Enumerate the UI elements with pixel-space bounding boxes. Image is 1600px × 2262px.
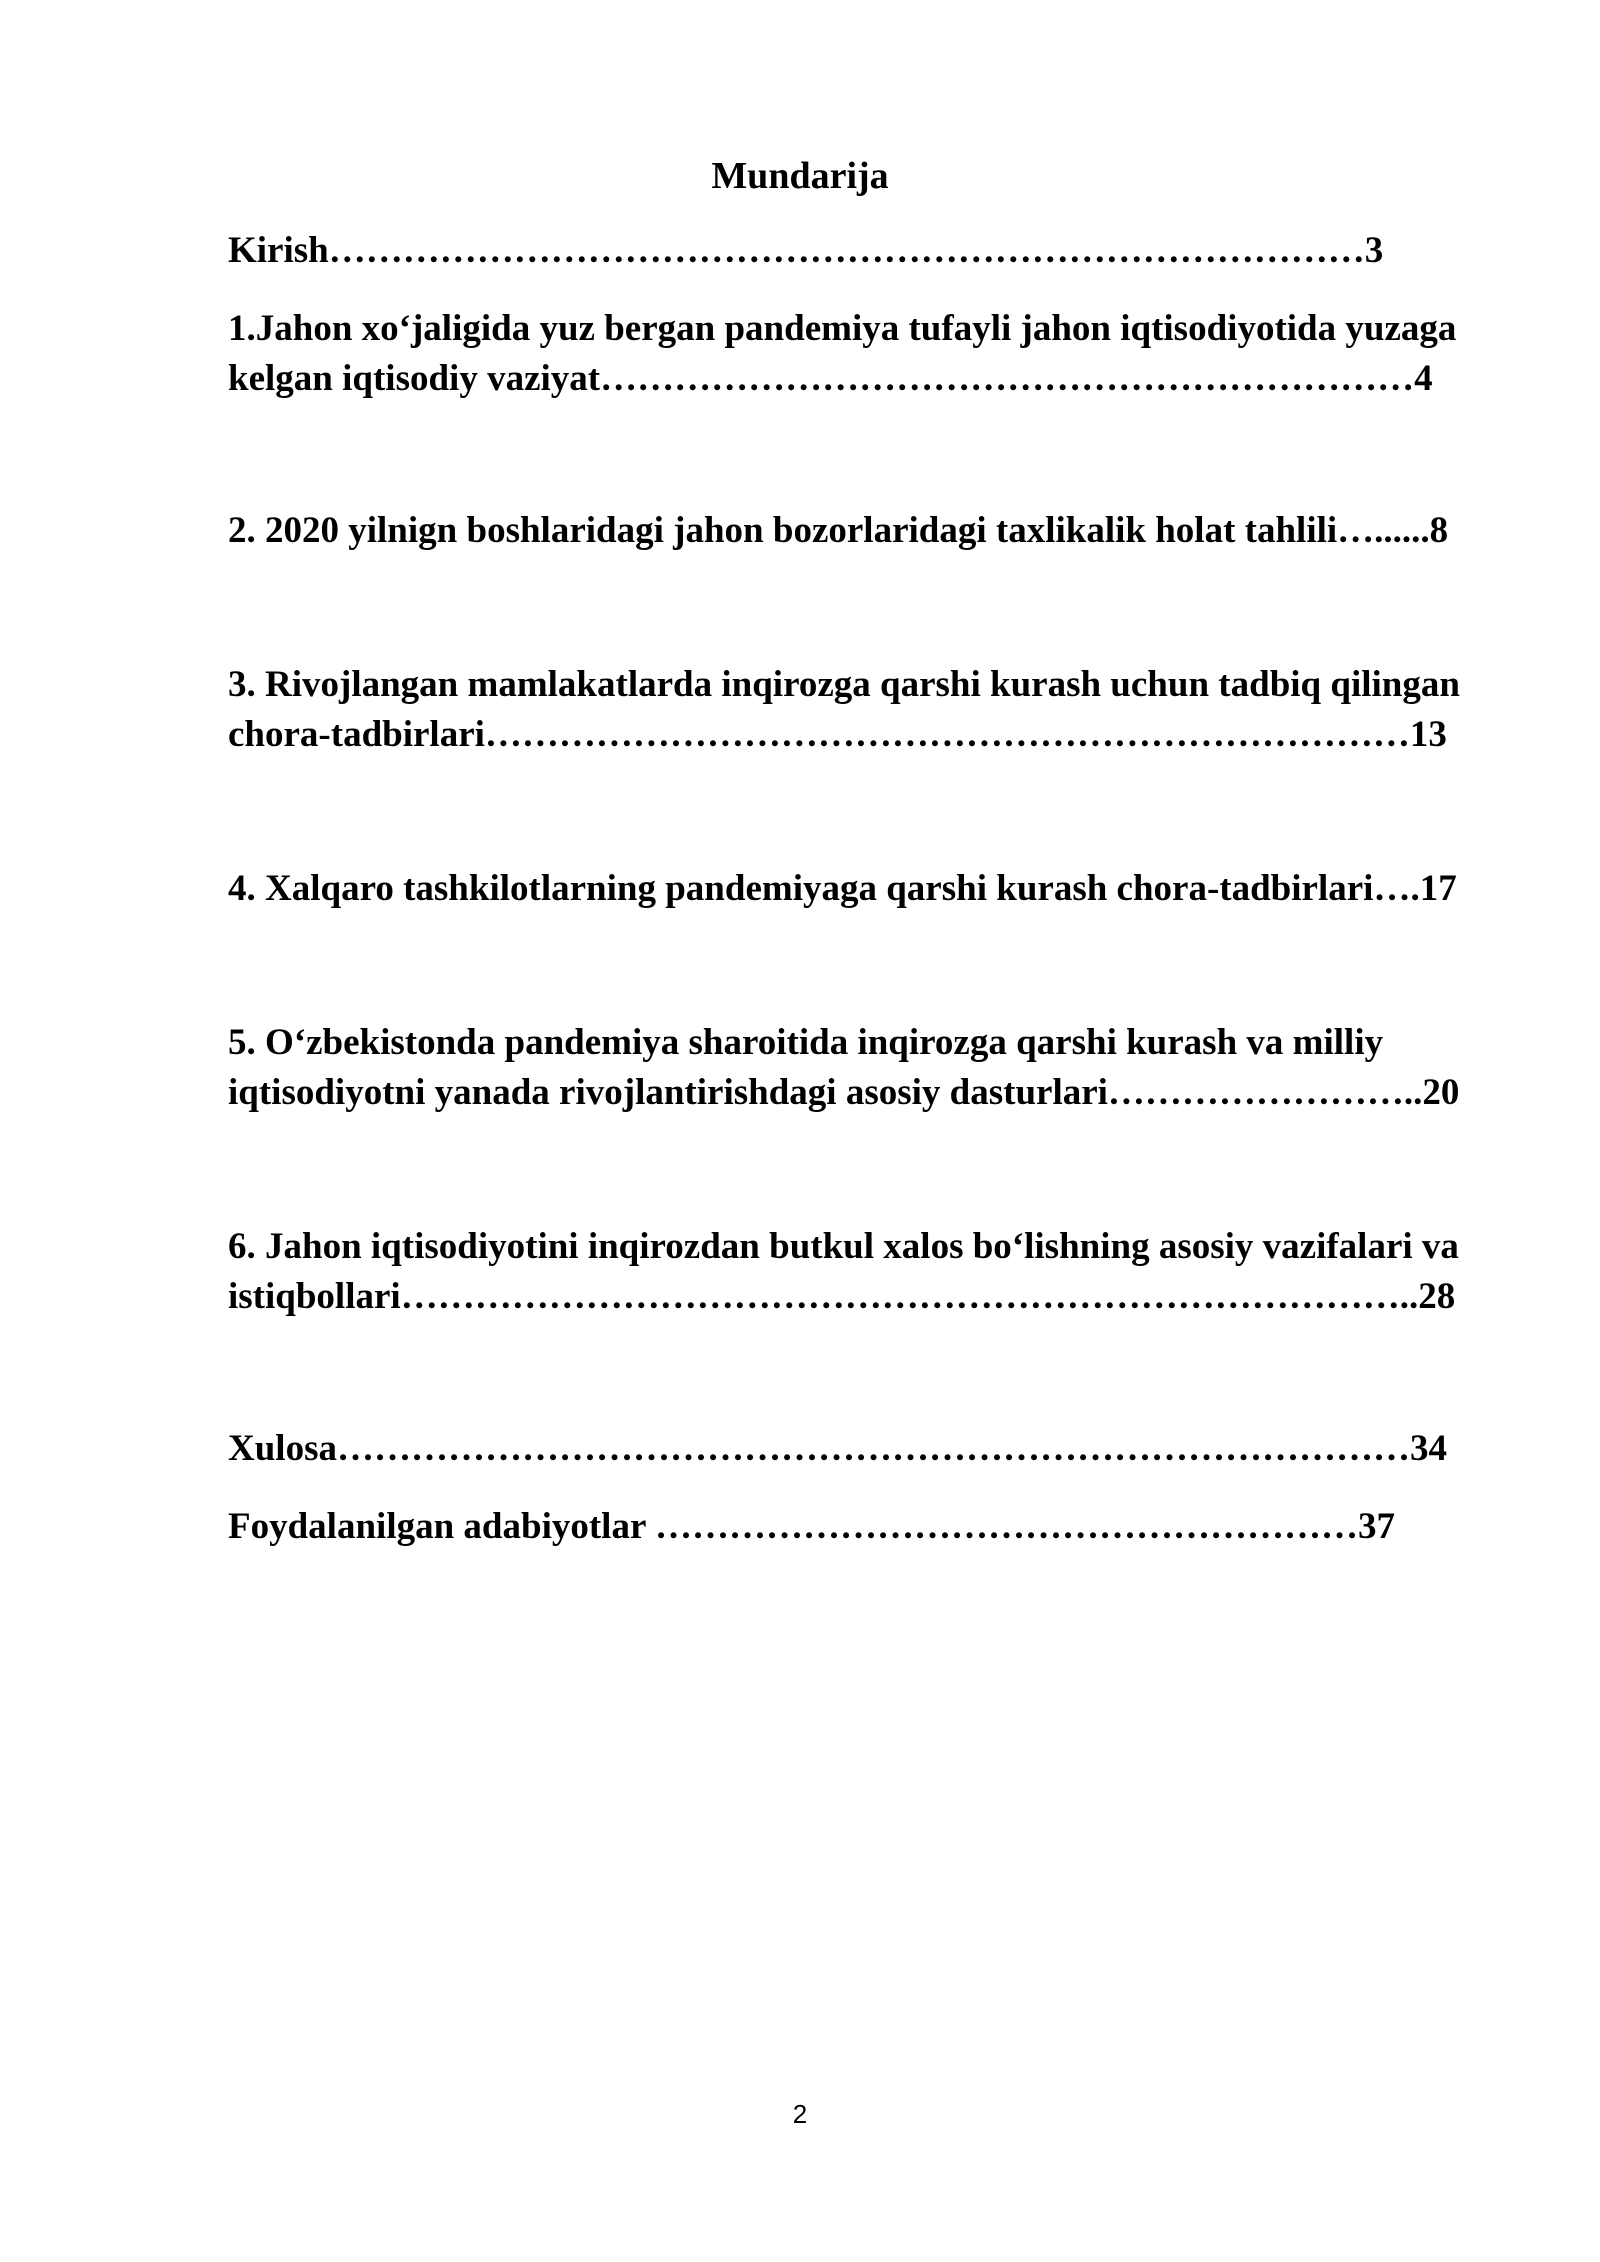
toc-entry-kirish: Kirish…………………………………………………………………………3	[228, 230, 1384, 271]
toc-entry-2: 2. 2020 yilnign boshlaridagi jahon bozorlaridagi taxlikalik holat tahlili…......8	[228, 510, 1449, 551]
toc-entry-1: 1.Jahon xo‘jaligida yuz bergan pandemiya tufayli jahon iqtisodiyotida yuzaga kelgan iqtisodiy vaziyat…………………………………………………………4	[228, 308, 1466, 399]
page-number: 2	[792, 2099, 808, 2129]
toc-entry-xulosa: Xulosa……………………………………………………………………………34	[228, 1428, 1447, 1469]
toc-entry-3: 3. Rivojlangan mamlakatlarda inqirozga qarshi kurash uchun tadbiq qilingan chora-tadbirlari…………………………………………………………………13	[228, 664, 1470, 755]
toc-entry-6: 6. Jahon iqtisodiyotini inqirozdan butkul xalos bo‘lishning asosiy vazifalari va istiqbollari………………………………………………………………………..28	[228, 1226, 1469, 1317]
page-title: Mundarija	[711, 155, 889, 197]
toc-entry-foydalanilgan-adabiyotlar: Foydalanilgan adabiyotlar …………………………………………………37	[228, 1506, 1395, 1547]
toc-entry-5: 5. O‘zbekistonda pandemiya sharoitida inqirozga qarshi kurash va milliy iqtisodiyotni yanada rivojlantirishdagi asosiy dasturlari……………………..20	[228, 1022, 1460, 1113]
toc-entry-4: 4. Xalqaro tashkilotlarning pandemiyaga qarshi kurash chora-tadbirlari….17	[228, 868, 1457, 909]
